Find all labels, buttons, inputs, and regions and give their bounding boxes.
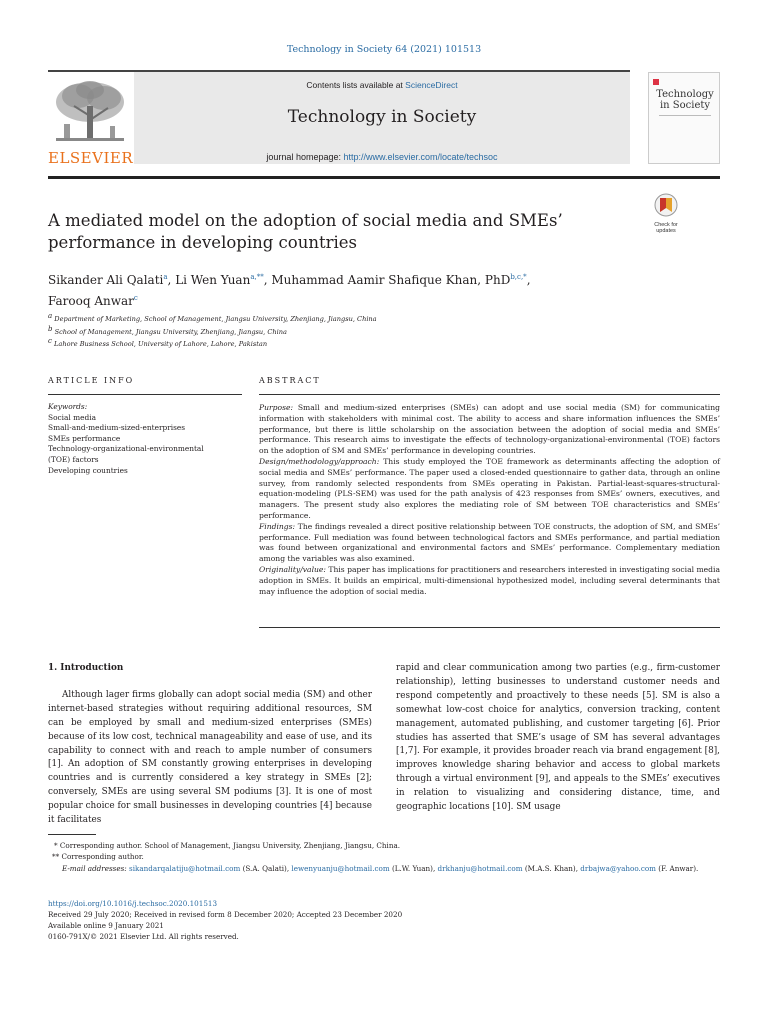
footnotes bbox=[48, 840, 720, 874]
author-affiliation-mark[interactable]: a bbox=[163, 273, 168, 281]
abstract-heading: ABSTRACT bbox=[259, 376, 321, 385]
affiliation-item: $^a$ Department of Marketing, School of Management, Jiangsu University, Zhenjiang, Jiangsu, China bbox=[48, 312, 377, 324]
article-info-rule bbox=[48, 394, 242, 395]
author-name[interactable]: Muhammad Aamir Shafique Khan, PhD bbox=[271, 273, 511, 287]
copyright-line: 0160-791X/© 2021 Elsevier Ltd. All rights reserved. bbox=[48, 932, 239, 941]
doi-link[interactable]: https://doi.org/10.1016/j.techsoc.2020.101513 bbox=[48, 899, 218, 908]
footnote-corresponding-author-2: ** Corresponding author. bbox=[52, 852, 144, 862]
publisher-wordmark: ELSEVIER bbox=[48, 149, 134, 167]
abstract-findings: Findings: The findings revealed a direct positive relationship between TOE constructs, the adoption of SM, and SMEs’ performance. Full mediation was found between technological factors and SMEs performance, and partial mediation was found between organizational and environmental factors and SMEs’ performance. Complementary mediation among the variables was also examined. bbox=[259, 521, 720, 564]
publication-info bbox=[48, 898, 720, 942]
sciencedirect-link[interactable]: ScienceDirect bbox=[405, 80, 458, 90]
email-link[interactable]: sikandarqalatiju@hotmail.com bbox=[129, 863, 241, 873]
intro-paragraph-left: Although lager firms globally can adopt social media (SM) and other internet-based strategies without requiring additional resources, SM can be employed by small and medium-sized enterprises (SMEs) because of its low cost, technical manageability and ease of use, and its capability to connect with and reach to ample number of consumers [1]. An adoption of SM constantly growing enterprises in developing countries and is currently considered a key strategy in SMEs [2]; conversely, SMEs are using several SM podiums [3]. It is one of most popular choice for small businesses in developing countries [4] because it facilitates bbox=[48, 689, 372, 826]
cover-divider bbox=[659, 115, 711, 116]
check-updates-icon bbox=[648, 192, 684, 218]
contents-available-line bbox=[134, 80, 630, 90]
abstract-rule bbox=[259, 394, 720, 395]
keyword-item: Social media bbox=[48, 412, 97, 422]
journal-title: Technology in Society bbox=[287, 107, 477, 127]
abstract-originality: Originality/value: This paper has implications for practitioners and researchers interested in investigating social media adoption in SMEs. It builds an empirical, multi-dimensional hypothesized model, including several determinants that may influence the adoption of social media. bbox=[259, 564, 720, 596]
cover-title-line1: Technology bbox=[656, 89, 714, 100]
journal-cover-thumbnail[interactable] bbox=[648, 72, 720, 164]
body-column-right bbox=[396, 662, 720, 815]
footnote-email-addresses: E-mail addresses: sikandarqalatiju@hotmail.com (S.A. Qalati), lewenyuanju@hotmail.com (L.W. Yuan), drkhanju@hotmail.com (M.A.S. Khan), drbajwa@yahoo.com (F. Anwar). bbox=[62, 863, 699, 873]
author-list: Sikander Ali Qalati$^a$, Li Wen Yuan$^{a,**}$, Muhammad Aamir Shafique Khan, PhD$^{b,c,*}$, Farooq Anwar$^c$ bbox=[48, 273, 531, 308]
author-name[interactable]: Farooq Anwar bbox=[48, 294, 134, 308]
intro-paragraph-right: rapid and clear communication among two parties (e.g., firm-customer relationship), letting businesses to understand customer needs and respond competently and proactively to these needs [5]. SM is also a somewhat low-cost choice for analytics, conversion tracking, content management, automated publishing, and customer targeting [6]. Prior studies has asserted that SME’s usage of SM has several advantages [1,7]. For example, it provides broader reach via brand engagement [8], improves knowledge sharing behavior and access to global markets through a virtual environment [9], and appeals to the SMEs’ executives in relation to visualizing and considering distance, time, and geographic locations [10]. SM usage bbox=[396, 663, 720, 813]
author-name[interactable]: Sikander Ali Qalati bbox=[48, 273, 164, 287]
affiliation-list bbox=[48, 312, 648, 350]
email-link[interactable]: drbajwa@yahoo.com bbox=[580, 863, 656, 873]
abstract-bottom-rule bbox=[259, 627, 720, 628]
keyword-item: Technology-organizational-environmental bbox=[48, 444, 204, 454]
body-column-left bbox=[48, 662, 372, 828]
header-bottom-rule bbox=[48, 176, 720, 179]
keyword-item: (TOE) factors bbox=[48, 454, 99, 464]
keywords-label: Keywords: bbox=[48, 402, 88, 411]
article-title: A mediated model on the adoption of social media and SMEs’ performance in developing countries bbox=[48, 211, 563, 252]
author-affiliation-mark[interactable]: a,** bbox=[250, 273, 264, 281]
journal-homepage-link[interactable]: http://www.elsevier.com/locate/techsoc bbox=[343, 152, 498, 162]
abstract-design: Design/methodology/approach: This study employed the TOE framework as determinants affecting the adoption of social media and SMEs’ performance. The paper used a closed-ended questionnaire to gather data, through an online survey, from randomly selected respondents from SMEs operating in Pakistan. Partial-least-squares-structural-equation-modeling (PLS-SEM) was used for the path analysis of 423 responses from SMEs’ owners, executives, and managers. The present study also explores the mediating role of SM between TOE characteristics and SMEs’ performance. bbox=[259, 456, 720, 520]
contents-prefix: Contents lists available at bbox=[306, 80, 406, 90]
author-affiliation-mark[interactable]: c bbox=[133, 294, 138, 302]
author-affiliation-mark[interactable]: b,c,* bbox=[510, 273, 527, 281]
check-for-updates-badge[interactable] bbox=[648, 192, 684, 234]
keyword-item: Small-and-medium-sized-enterprises bbox=[48, 423, 186, 433]
available-online-date: Available online 9 January 2021 bbox=[48, 921, 164, 930]
keyword-item: Developing countries bbox=[48, 465, 128, 475]
received-dates: Received 29 July 2020; Received in revised form 8 December 2020; Accepted 23 December 2020 bbox=[48, 910, 403, 919]
email-label: E-mail addresses: bbox=[62, 863, 127, 873]
cover-title bbox=[649, 89, 721, 111]
email-link[interactable]: drkhanju@hotmail.com bbox=[437, 863, 523, 873]
keyword-item: SMEs performance bbox=[48, 433, 121, 443]
journal-homepage-line bbox=[134, 152, 630, 162]
cover-accent-mark bbox=[653, 79, 659, 85]
journal-citation[interactable]: Technology in Society 64 (2021) 101513 bbox=[286, 44, 482, 55]
affiliation-item: $^b$ School of Management, Jiangsu University, Zhenjiang, Jiangsu, China bbox=[48, 324, 287, 336]
article-info-heading: ARTICLE INFO bbox=[48, 376, 135, 385]
affiliation-item: $^c$ Lahore Business School, University of Lahore, Lahore, Pakistan bbox=[48, 337, 268, 349]
section-heading-introduction: 1. Introduction bbox=[48, 663, 124, 673]
abstract-body bbox=[259, 403, 720, 597]
homepage-prefix: journal homepage: bbox=[266, 152, 344, 162]
footnote-corresponding-author: * Corresponding author. School of Management, Jiangsu University, Zhenjiang, Jiangsu, China. bbox=[54, 841, 401, 850]
keywords-block bbox=[48, 402, 248, 476]
abstract-purpose: Purpose: Small and medium-sized enterprises (SMEs) can adopt and use social media (SM) for communicating information with stakeholders with minimal cost. The ability to access and share information influences the SMEs’ performance, but there is little scholarship on the association between the adoption of social media and SMEs’ performance. This research aims to investigate the effects of technology-organizational-environmental (TOE) factors on the adoption of SM and SMEs’ performance in developing countries. bbox=[259, 403, 720, 456]
check-updates-label: Check for updates bbox=[654, 222, 678, 234]
cover-title-line2: in Society bbox=[659, 100, 711, 111]
email-link[interactable]: lewenyuanju@hotmail.com bbox=[291, 863, 390, 873]
footnote-rule bbox=[48, 834, 96, 835]
author-name[interactable]: Li Wen Yuan bbox=[175, 273, 251, 287]
